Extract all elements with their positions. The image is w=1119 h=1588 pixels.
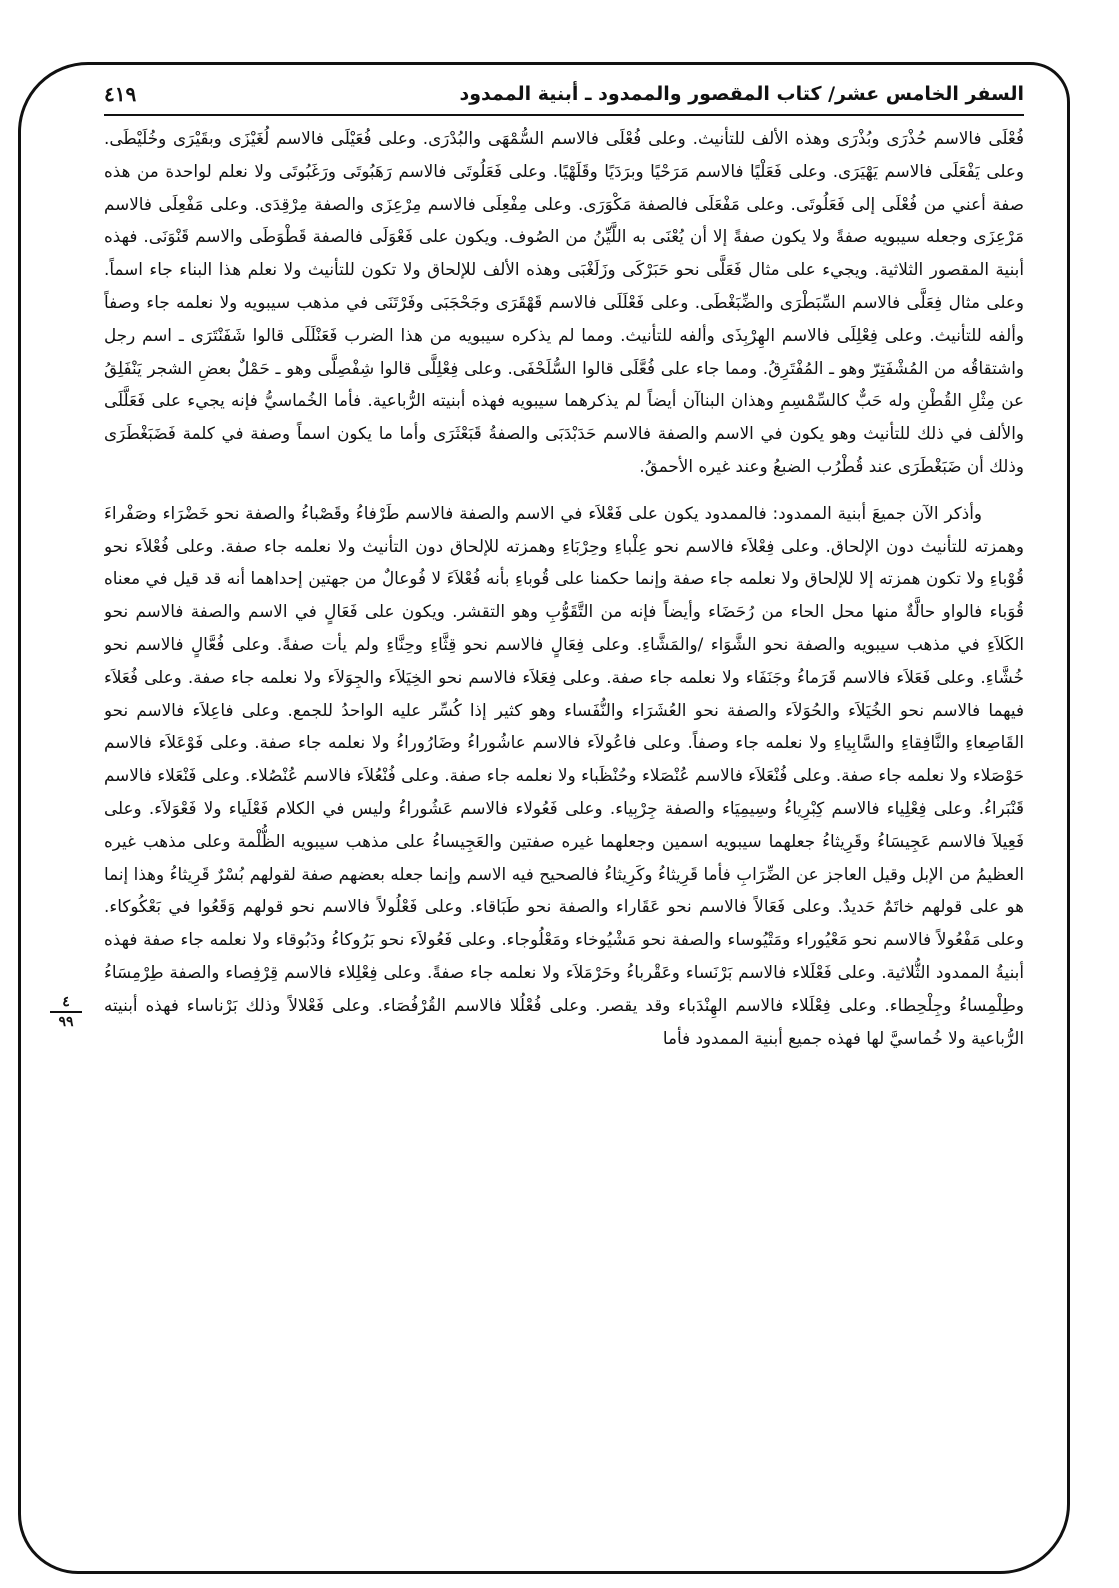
main-text bbox=[104, 122, 1024, 1512]
margin-reference-volume: ٩٩ bbox=[58, 1014, 74, 1030]
page-number: ٤١٩ bbox=[104, 82, 137, 106]
paragraph-maqsur-patterns: فُعْلَى فالاسم حُذْرَى وبُذْرَى وهذه الألف للتأنيث. وعلى فُعْلَى فالاسم السُّمْهَى والبُدْرَى. وعلى فُعَيْلَى فالاسم لُغَيْزَى وبقَيْرَى وخُلَيْطَى. وعلى يَفْعَلَى فالاسم يَهْيَرَى. وعلى فَعَلْيًا فالاسم مَرَحْيًا وبرَدَيًا وقَلَهْيًا. وعلى فَعَلُوتَى فالاسم رَهَبُوتَى ورَغَبُوتَى ولا نعلم لواحدة من هذه صفة أعني من فُعْلَى إلى فَعَلُوتَى. وعلى مَفْعَلَى فالصفة مَكْوَرَى. وعلى مِفْعِلَى فالاسم مِرْعِزَى والصفة مِرْقِدَى. وعلى مَفْعِلَى فالاسم مَرْعِزَى وجعله سيبويه صفةً ولا يكون صفةً إلا أن يُعْنَى به اللَّيِّنُ من الصُوف. ويكون على فَعْوَلَى فالصفة قَطْوَطَى والاسم قَنْوَنَى. فهذه أبنية المقصور الثلاثية. ويجيء على مثال فَعَلَّى نحو حَبَرْكَى وزَلَغْبَى وهذه الألف للإلحاق ولا تكون للتأنيث ولا نعلم هذا البناء جاء اسماً. وعلى مثال فِعَلَّى فالاسم السِّبَطْرَى والضِّبَغْطَى. وعلى فَعْلَلَى فالاسم قَهْقَرَى وجَحْجَبَى وفَرْتَنَى في مذهب سيبويه ولا نعلمه جاء وصفاً وألفه للتأنيث. وعلى فِعْلِلَى فالاسم الهِرْبِذَى وألفه للتأنيث. ومما لم يذكره سيبويه من هذا الضرب فَعَنْلَلَى قالوا شَفَنْتَرَى ـ اسم رجل واشتقاقُه من المُشْفَتِرّ وهو ـ المُفْتَرِقُ. ومما جاء على فُعَّلَى قالوا السُّلَحْفَى. وعلى فِعْلِلَّى قالوا شِفْصِلَّى وهو ـ حَمْلٌ بعضِ الشجر يَنْفَلِقُ عن مِثْلِ القُطْنِ وله حَبٌّ كالسِّمْسِمِ وهذان البناآن أيضاً لم يذكرهما سيبويه فهذه أبنيته الرُّباعية. فأما الخُماسيُّ فإنه يجيء على فَعَلَّلَى والألف في ذلك للتأنيث وهو يكون في الاسم والصفة فالاسم حَدَبْدَبَى والصفةُ قَبَعْثَرَى وأما ما يكون اسماً وصفة في كلمة فَضَبَغْطَرَى وذلك أن ضَبَغْطَرَى عند قُطْرُب الضبعُ وعند غيره الأحمقُ. bbox=[104, 128, 1024, 476]
running-title: السفر الخامس عشر/ كتاب المقصور والممدود ـ أبنية الممدود bbox=[459, 83, 1024, 105]
header-divider bbox=[104, 114, 1024, 116]
paragraph-mamdud-patterns: وأذكر الآن جميعَ أبنية الممدود: فالممدود يكون على فَعْلاَء في الاسم والصفة فالاسم طَرْفاءُ وقَصْباءُ والصفة نحو خَضْرَاء وصَفْراءَ وهمزته للتأنيث دون الإلحاق. وعلى فِعْلاَء فالاسم نحو عِلْباءِ وحِرْبَاءِ وهمزته للإلحاق دون التأنيث ولا نعلمه جاء صفة. وعلى فُعْلاَء نحو قُوْباءِ ولا تكون همزته إلا للإلحاق ولا نعلمه جاء صفة وإنما حكمنا على قُوباءِ بأنه فُعْلاَءَ لا فُوعالٌ من جهتين إحداهما أنه قد قيل في معناه قُوَباء فالواو حالَّةٌ منها محل الحاء من رُحَضَاء وأيضاً فإنه من التَّقَوُّبِ وهو التقشر. ويكون على فَعَالٍ في الاسم والصفة فالاسم نحو الكَلاَءِ في مذهب سيبويه والصفة نحو الشَّوَاء /والمَشَّاءِ. وعلى فِعَالٍ فالاسم نحو قِثَّاءِ وحِنَّاءِ ولم يأت صفةً. وعلى فُعَّالٍ فالاسم نحو خُشَّاءِ. وعلى فَعَلاَء فالاسم قَرَماءُ وجَنَفَاء ولا نعلمه جاء صفة. وعلى فِعَلاَء فالاسم نحو الخِيَلاَء والجِوَلاَء ولا نعلمه جاء صفة. وعلى فُعَلاَء فيهما فالاسم نحو الخُيَلاَء والحُوَلاَء والصفة نحو العُشَرَاء والنُّفَساء وهو كثير إذا كُسِّر عليه الواحدُ للجمع. وعلى فاعِلاَء فالاسم نحو القَاصِعاءِ والنَّافِقاءِ والسَّابِياءِ ولا نعلمه جاء وصفاً. وعلى فاعُولاَء فالاسم عاشُوراءُ وضَارُوراءُ ولا نعلمه جاء صفة. وعلى فَوْعَلاَء فالاسم حَوْصَلاء ولا نعلمه جاء صفة. وعلى فُنْعَلاَء فالاسم عُنْصَلاء وحُنْظَباء ولا نعلمه جاء صفة. وعلى فُنْعُلاَء فالاسم عُنْصُلاء. وعلى فَنْعَلاء فالاسم قَنْبَراءُ. وعلى فِعْلِياء فالاسم كِبْرِياءُ وسِيمِيَاء والصفة جِرْبِياء. وعلى فَعُولاء فالاسم عَشُوراءُ وليس في الكلام فَعْلَياء ولا فَعْوَلاَء. وعلى فَعِيلاَ فالاسم عَجِيسَاءُ وقَرِيثاءُ جعلهما سيبويه اسمين وجعلهما غيره صفتين والعَجِيساءُ على مذهب سيبويه الظُّلْمة وعلى مذهب غيره العظيمُ من الإبل وقيل العاجز عن الضِّرَابِ فأما قَرِيثاءُ وكَرِيثاءُ فالصحيح فيه الاسم وإنما جعله بعضهم صفة لقولهم بُسْرٌ قَرِيثاءُ وهذا إنما هو على قولهم خاتَمٌ حَديدٌ. وعلى فَعَالاً فالاسم نحو عَقَاراء والصفة نحو طَبَاقاء. وعلى فَعْلُولاً فالاسم نحو قولهم وَقَعُوا في بَعْكُوكاء. وعلى مَفْعُولاً فالاسم نحو مَعْيُوراء ومَتْيُوساء والصفة نحو مَشْيُوخاء ومَعْلُوجاء. وعلى فَعُولاَء نحو بَرُوكاءُ ودَبُوقاء ولا نعلمه جاء صفة فهذه أبنيةُ الممدود الثُّلاثية. وعلى فَعْلَلاء فالاسم بَرْنَساء وعَقْرباءُ وحَرْمَلاَء ولا نعلمه جاء صفةً. وعلى فِعْلِلاء فالاسم قِرْفِصاء والصفة طِرْمِسَاءُ وطِلْمِساءُ وجِلْحِطاء. وعلى فِعْلَلاء فالاسم الهِنْدَباء وقد يقصر. وعلى فُعْلُلا فالاسم القُرْفُصَاء. وعلى فَعْلالاً وذلك بَرْناساء فهذه أبنيته الرُّباعية ولا خُماسيَّ لها فهذه جميع أبنية الممدود فأما bbox=[104, 502, 1024, 1048]
margin-reference-folio: ٤ bbox=[50, 994, 82, 1013]
page-header bbox=[104, 78, 1024, 110]
margin-manuscript-reference bbox=[50, 994, 82, 1030]
